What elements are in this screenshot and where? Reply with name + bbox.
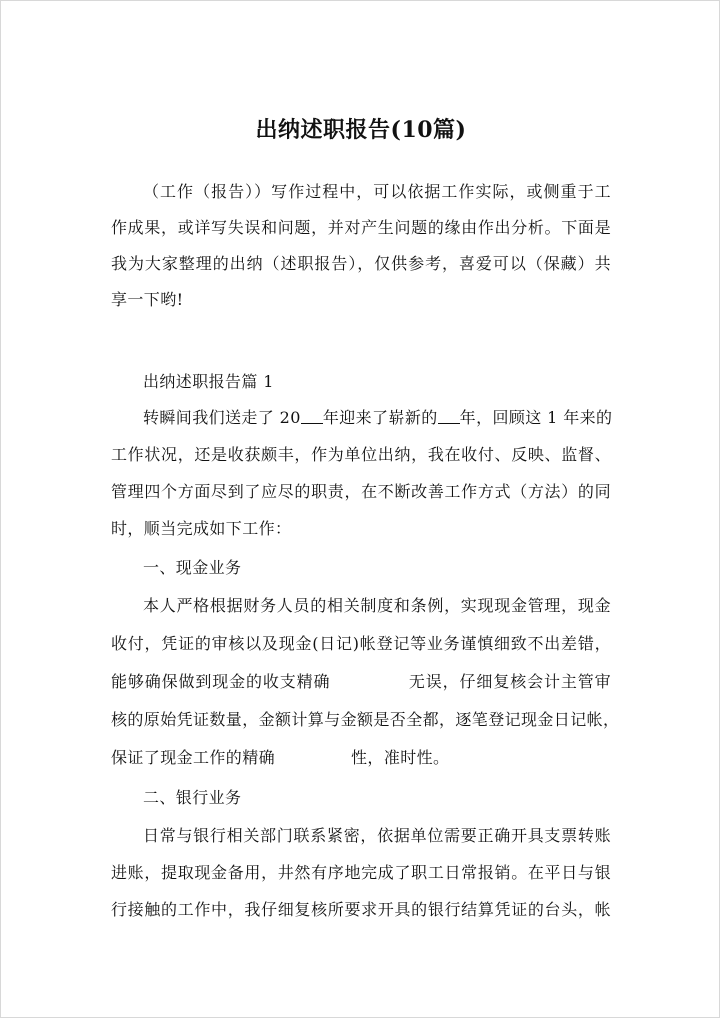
document-title: 出纳述职报告(10篇) — [255, 117, 467, 143]
intro-line-4: 享一下哟! — [111, 290, 184, 309]
para1-line-2: 工作状况，还是收获颇丰，作为单位出纳，我在收付、反映、监督、 — [111, 445, 611, 464]
para2-line-5b: 性，准时性。 — [351, 748, 450, 767]
intro-line-2: 作成果，或详写失误和问题，并对产生问题的缘由作出分析。下面是 — [111, 218, 611, 237]
para1-line-1c: 年，回顾这 1 年来的 — [459, 408, 613, 427]
intro-line-3: 我为大家整理的出纳（述职报告），仅供参考，喜爱可以（保藏）共 — [111, 254, 611, 273]
para1-line-4: 时，顺当完成如下工作： — [111, 519, 292, 538]
para2-line-5a: 保证了现金工作的精确 — [111, 748, 276, 767]
para2-line-3b: 无误，仔细复核会计主管审 — [408, 672, 611, 691]
year-blank-underline — [301, 409, 323, 424]
subheading-bank: 二、银行业务 — [143, 788, 242, 807]
year-blank-underline — [438, 409, 460, 424]
para3-line-2: 进账，提取现金备用，井然有序地完成了职工日常报销。在平日与银 — [111, 863, 611, 882]
para2-line-4: 核的原始凭证数量，金额计算与金额是否全都，逐笔登记现金日记帐， — [111, 710, 620, 729]
para2-line-3a: 能够确保做到现金的收支精确 — [111, 672, 331, 691]
para1-line-1 — [143, 407, 611, 429]
intro-line-1: （工作（报告））写作过程中，可以依据工作实际，或侧重于工 — [143, 182, 611, 201]
para1-line-1a: 转瞬间我们送走了 20 — [143, 408, 301, 427]
para2-line-5 — [111, 747, 611, 769]
para2-line-1: 本人严格根据财务人员的相关制度和条例，实现现金管理，现金 — [143, 596, 611, 615]
para2-line-2: 收付，凭证的审核以及现金(日记)帐登记等业务谨慎细致不出差错， — [111, 634, 611, 653]
para1-line-1b: 年迎来了崭新的 — [322, 408, 438, 427]
section-heading: 出纳述职报告篇 1 — [143, 372, 274, 391]
para3-line-1: 日常与银行相关部门联系紧密，依据单位需要正确开具支票转账 — [143, 826, 611, 845]
subheading-cash: 一、现金业务 — [143, 558, 242, 577]
para3-line-3: 行接触的工作中，我仔细复核所要求开具的银行结算凭证的台头，帐 — [111, 900, 611, 919]
para1-line-3: 管理四个方面尽到了应尽的职责，在不断改善工作方式（方法）的同 — [111, 482, 611, 501]
para2-line-3 — [111, 671, 611, 693]
